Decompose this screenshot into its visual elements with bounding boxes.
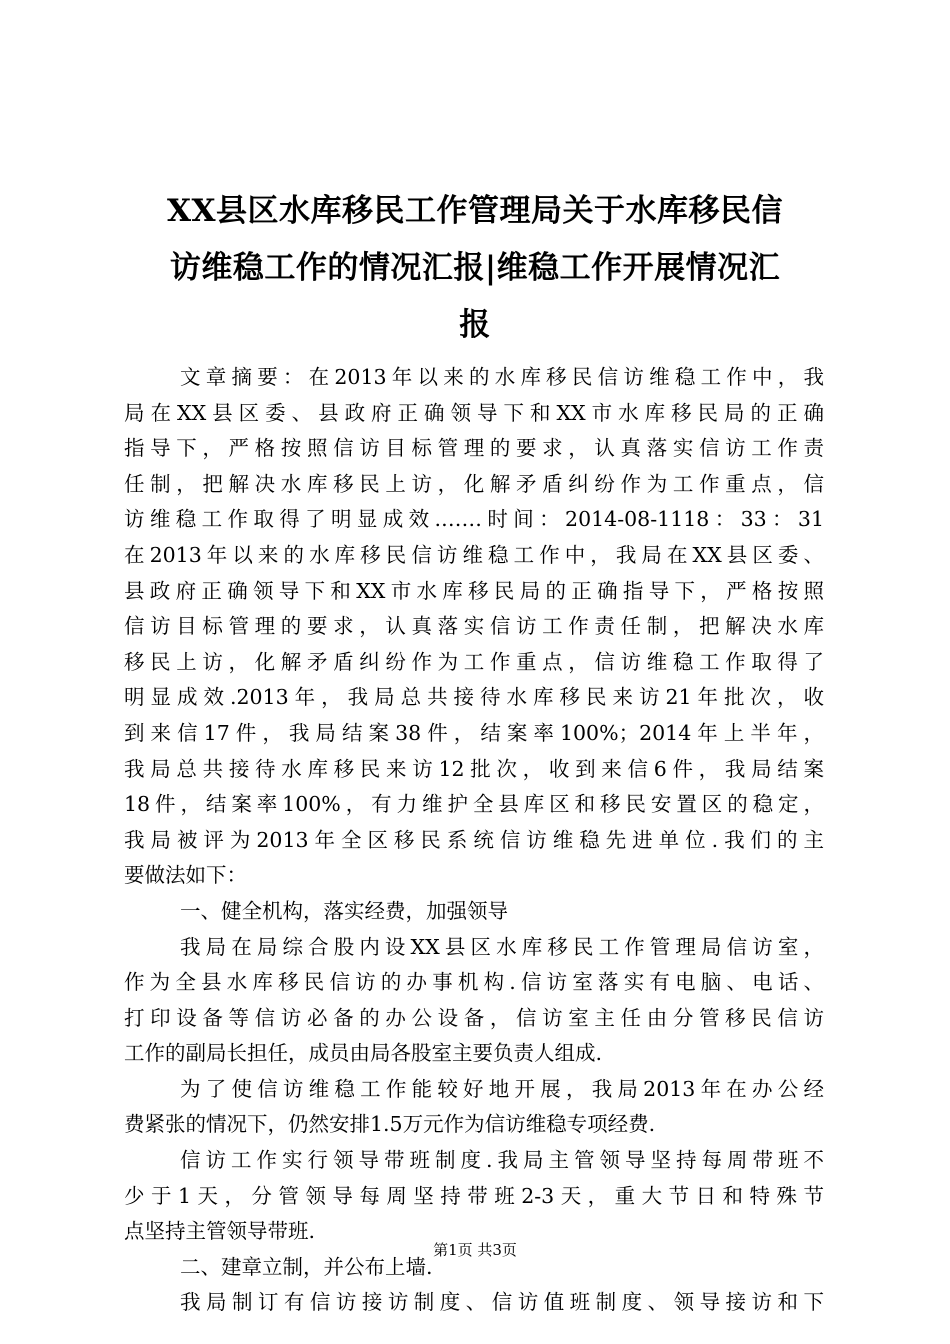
body-line: 少于1天，分管领导每周坚持带班2-3天，重大节日和特殊节: [124, 1183, 824, 1208]
page-number: 第1页 共3页: [433, 1241, 517, 1259]
body-line: 我局总共接待水库移民来访12批次，收到来信6件，我局结案: [124, 756, 824, 781]
body-line: 信访目标管理的要求，认真落实信访工作责任制，把解决水库: [124, 614, 824, 639]
body-line: 为了使信访维稳工作能较好地开展，我局2013年在办公经: [180, 1076, 824, 1101]
title-line: XX县区水库移民工作管理局关于水库移民信: [166, 193, 784, 229]
body-line: 我局制订有信访接访制度、信访值班制度、领导接访和下: [180, 1290, 824, 1315]
section-heading: 二、建章立制，并公布上墙.: [180, 1254, 433, 1279]
body-line: 访维稳工作取得了明显成效.……时间：2014-08-1118：33：31: [124, 507, 824, 532]
document-title: [130, 183, 820, 354]
title-line: 访维稳工作的情况汇报|维稳工作开展情况汇: [169, 250, 781, 286]
title-line: 报: [459, 307, 491, 343]
body-line: 指导下，严格按照信访目标管理的要求，认真落实信访工作责: [124, 436, 824, 461]
body-line: 我局被评为2013年全区移民系统信访维稳先进单位.我们的主: [124, 827, 824, 852]
body-line: 18件，结案率100%，有力维护全县库区和移民安置区的稳定，: [124, 792, 824, 817]
body-line: 任制，把解决水库移民上访，化解矛盾纠纷作为工作重点，信: [124, 471, 824, 496]
body-line: 作为全县水库移民信访的办事机构.信访室落实有电脑、电话、: [124, 970, 824, 995]
body-line: 到来信17件，我局结案38件，结案率100%；2014年上半年，: [124, 720, 824, 745]
body-line: 县政府正确领导下和XX市水库移民局的正确指导下，严格按照: [124, 578, 824, 603]
body-line: 要做法如下：: [124, 863, 247, 888]
body-line: 信访工作实行领导带班制度.我局主管领导坚持每周带班不: [180, 1148, 824, 1173]
body-line: 点坚持主管领导带班.: [124, 1219, 316, 1244]
section-heading: 一、健全机构，落实经费，加强领导: [180, 898, 508, 923]
document-body: [124, 360, 824, 1321]
body-line: 局在XX县区委、县政府正确领导下和XX市水库移民局的正确: [124, 400, 824, 425]
body-line: 我局在局综合股内设XX县区水库移民工作管理局信访室，: [180, 934, 824, 959]
body-line: 在2013年以来的水库移民信访维稳工作中，我局在XX县区委、: [124, 542, 824, 567]
body-line: 工作的副局长担任，成员由局各股室主要负责人组成.: [124, 1041, 603, 1066]
body-line: 费紧张的情况下，仍然安排1.5万元作为信访维稳专项经费.: [124, 1112, 656, 1137]
page-footer: [0, 1240, 950, 1260]
body-line: 打印设备等信访必备的办公设备，信访室主任由分管移民信访: [124, 1005, 824, 1030]
body-line: 明显成效.2013年，我局总共接待水库移民来访21年批次，收: [124, 685, 824, 710]
body-line: 移民上访，化解矛盾纠纷作为工作重点，信访维稳工作取得了: [124, 649, 824, 674]
body-line: 文章摘要：在2013年以来的水库移民信访维稳工作中，我: [180, 365, 824, 389]
